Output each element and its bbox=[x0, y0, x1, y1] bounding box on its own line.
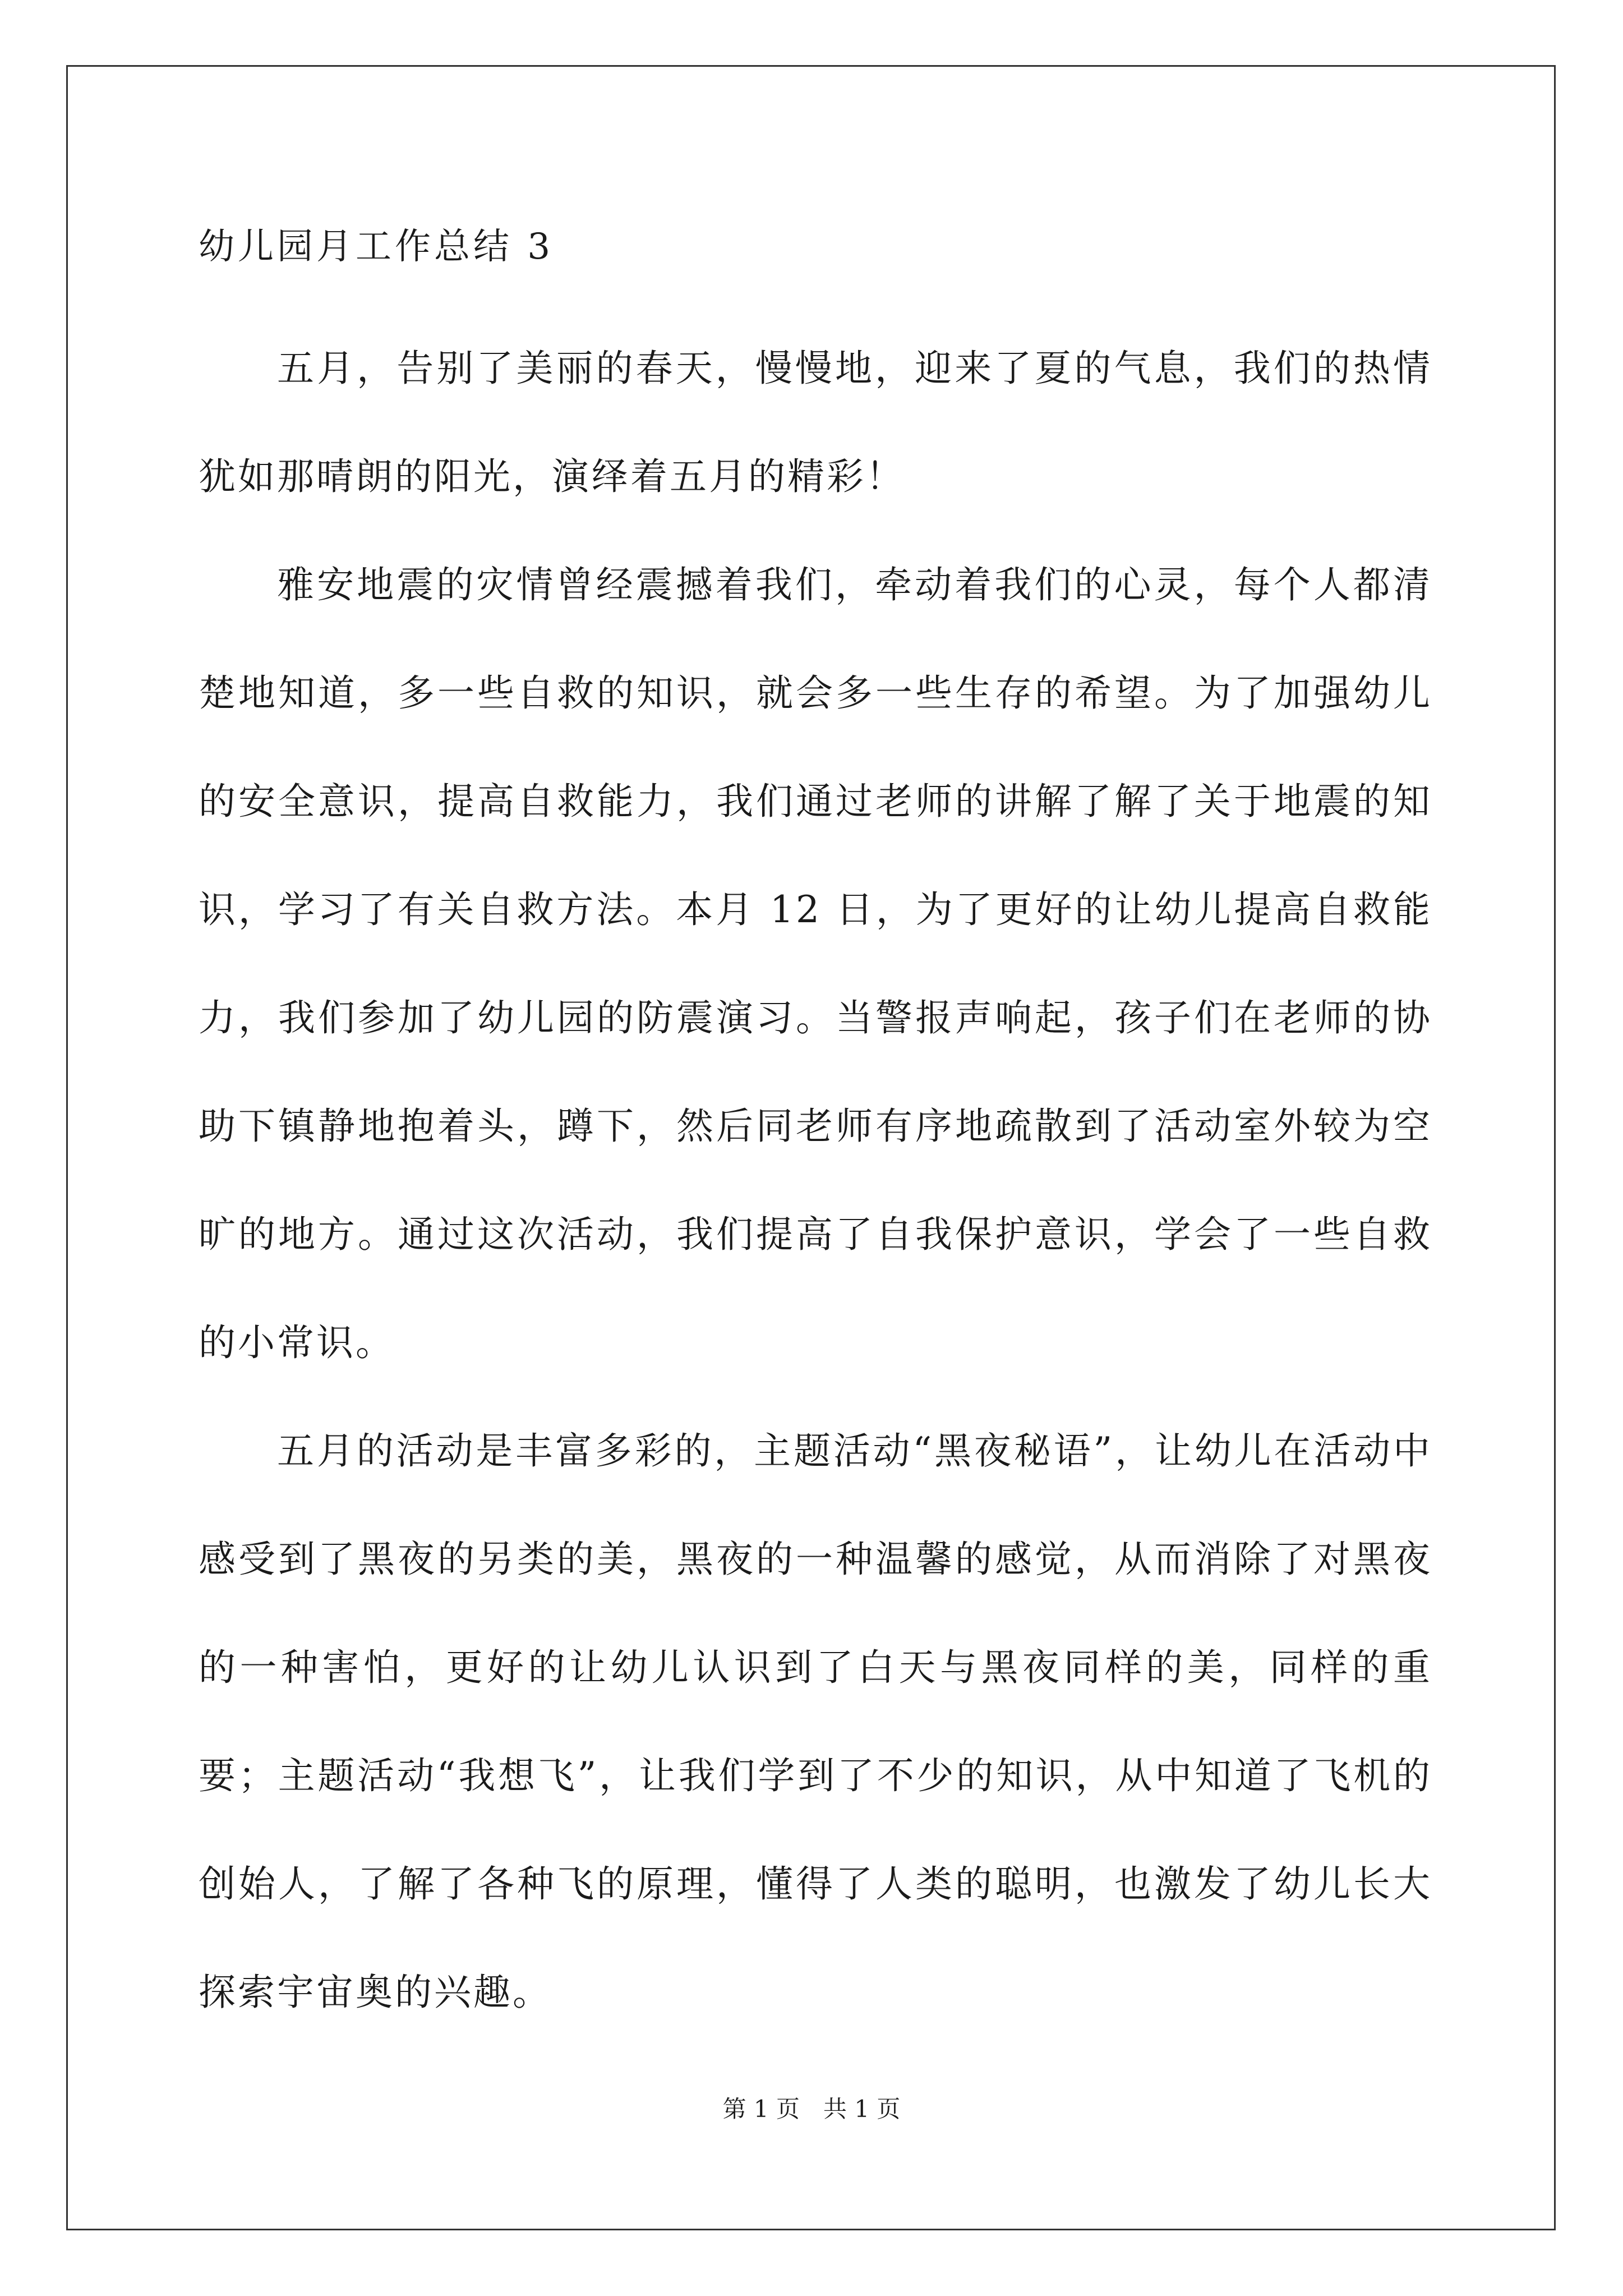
paragraph-2: 雅安地震的灾情曾经震撼着我们，牵动着我们的心灵，每个人都清楚地知道，多一些自救的知识，就会多一些生存的希望。为了加强幼儿的安全意识，提高自救能力，我们通过老师的讲解了解了关于地震的知识，学习了有关自救方法。本月 12 日，为了更好的让幼儿提高自救能力，我们参加了幼儿园的防震演习。当警报声响起，孩子们在老师的协助下镇静地抱着头，蹲下，然后同老师有序地疏散到了活动室外较为空旷的地方。通过这次活动，我们提高了自我保护意识，学会了一些自救的小常识。 bbox=[199, 563, 1432, 1364]
document-title: 幼儿园月工作总结 3 bbox=[199, 226, 554, 268]
document-body bbox=[199, 213, 1432, 2046]
paragraph-3: 五月的活动是丰富多彩的，主题活动“黑夜秘语”，让幼儿在活动中感受到了黑夜的另类的美，黑夜的一种温馨的感觉，从而消除了对黑夜的一种害怕，更好的让幼儿认识到了白天与黑夜同样的美，同样的重要；主题活动“我想飞”，让我们学到了不少的知识，从中知道了飞机的创始人，了解了各种飞的原理，懂得了人类的聪明，也激发了幼儿长大探索宇宙奥的兴趣。 bbox=[199, 1429, 1432, 2014]
paragraph-1: 五月，告别了美丽的春天，慢慢地，迎来了夏的气息，我们的热情犹如那晴朗的阳光，演绎着五月的精彩！ bbox=[199, 347, 1432, 498]
page-number-footer: 第 1 页 共 1 页 bbox=[722, 2095, 901, 2123]
